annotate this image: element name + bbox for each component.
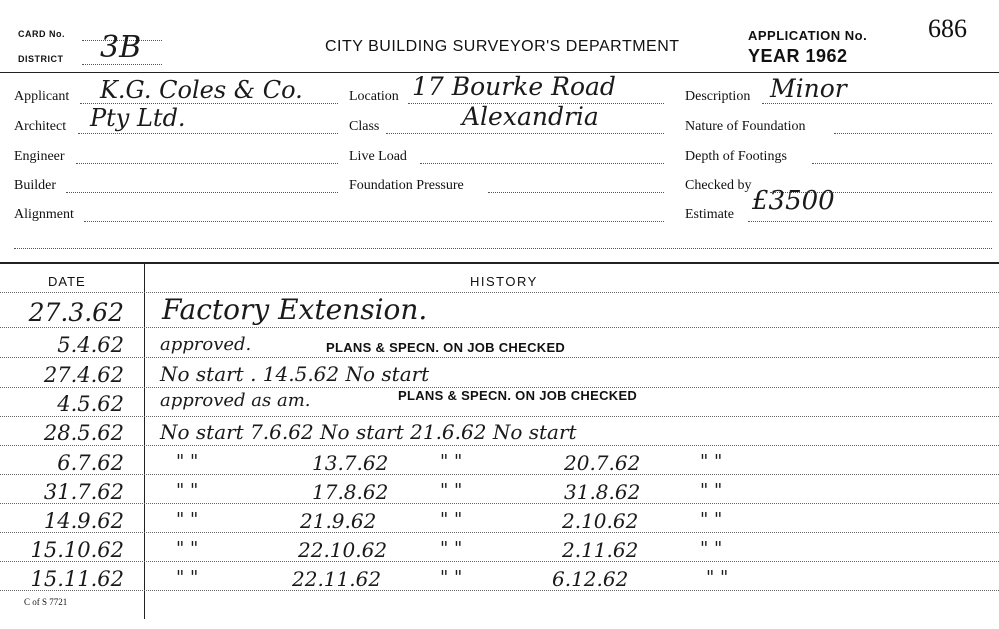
live-load-line (420, 163, 664, 164)
class-label: Class (349, 119, 380, 134)
history-date-3: 20.7.62 (564, 451, 641, 475)
header-row-line (0, 292, 999, 293)
department-title: CITY BUILDING SURVEYOR'S DEPARTMENT (325, 38, 680, 55)
history-entry: No start . 14.5.62 No start (160, 362, 430, 386)
row-line (0, 590, 999, 591)
plans-checked-stamp: PLANS & SPECN. ON JOB CHECKED (398, 388, 638, 403)
ditto-mark: " " (706, 567, 729, 588)
history-date-2: 17.8.62 (312, 480, 389, 504)
builder-label: Builder (14, 178, 56, 193)
history-date-3: 6.12.62 (552, 567, 629, 591)
history-date-3: 31.8.62 (564, 480, 641, 504)
history-entry: Factory Extension. (162, 293, 428, 326)
nature-of-foundation-label: Nature of Foundation (685, 119, 806, 134)
foundation-pressure-line (488, 192, 664, 193)
ditto-mark: " " (176, 509, 199, 530)
history-entry: approved as am. (160, 390, 311, 411)
history-date: 6.7.62 (57, 451, 124, 475)
history-date: 5.4.62 (57, 333, 124, 357)
year-label: YEAR 1962 (748, 46, 848, 66)
applicant-value: K.G. Coles & Co. (100, 76, 303, 104)
description-label: Description (685, 89, 751, 104)
foundation-pressure-label: Foundation Pressure (349, 178, 464, 193)
alignment-line (84, 221, 664, 222)
plans-checked-stamp: PLANS & SPECN. ON JOB CHECKED (326, 340, 566, 355)
engineer-line (76, 163, 338, 164)
history-date: 15.11.62 (30, 567, 124, 591)
ditto-mark: " " (176, 480, 199, 501)
form-code: C of S 7721 (24, 597, 68, 607)
history-date: 15.10.62 (30, 538, 124, 562)
ditto-mark: " " (700, 480, 723, 501)
class-line (386, 133, 664, 134)
ditto-mark: " " (176, 451, 199, 472)
row-line (0, 357, 999, 358)
estimate-line (748, 221, 992, 222)
architect-label: Architect (14, 119, 67, 134)
alignment-label: Alignment (14, 207, 74, 222)
row-line (0, 561, 999, 562)
checked-by-label: Checked by (685, 178, 752, 193)
applicant-label: Applicant (14, 89, 70, 104)
details-bottom-line (14, 248, 992, 249)
estimate-value: £3500 (752, 186, 835, 216)
ditto-mark: " " (440, 509, 463, 530)
depth-of-footings-label: Depth of Footings (685, 149, 787, 164)
row-line (0, 474, 999, 475)
history-date: 4.5.62 (57, 392, 124, 416)
location-label: Location (349, 89, 399, 104)
ditto-mark: " " (440, 567, 463, 588)
history-top-divider (0, 262, 999, 264)
history-date: 14.9.62 (43, 509, 124, 533)
district-value: 3B (100, 30, 142, 65)
ditto-mark: " " (176, 567, 199, 588)
ditto-mark: " " (700, 451, 723, 472)
history-date: 31.7.62 (43, 480, 124, 504)
history-entry: approved. (160, 334, 252, 355)
card-no-label: CARD No. (18, 29, 65, 39)
application-number: 686 (928, 14, 967, 43)
builder-line (66, 192, 338, 193)
architect-line (78, 133, 338, 134)
ditto-mark: " " (700, 509, 723, 530)
history-date-2: 22.11.62 (292, 567, 382, 591)
nature-line (834, 133, 992, 134)
date-column-divider (144, 264, 145, 619)
application-label: APPLICATION No. (748, 28, 868, 43)
date-header: DATE (48, 274, 86, 289)
history-date: 27.3.62 (28, 298, 124, 327)
depth-line (812, 163, 992, 164)
description-line (762, 103, 992, 104)
history-date: 27.4.62 (43, 363, 124, 387)
history-date-2: 22.10.62 (298, 538, 388, 562)
history-entry: No start 7.6.62 No start 21.6.62 No start (160, 420, 577, 444)
district-label: DISTRICT (18, 54, 64, 64)
ditto-mark: " " (440, 451, 463, 472)
engineer-label: Engineer (14, 149, 65, 164)
class-value: Alexandria (462, 102, 599, 131)
description-value: Minor (770, 74, 847, 103)
row-line (0, 416, 999, 417)
ditto-mark: " " (176, 538, 199, 559)
ditto-mark: " " (440, 480, 463, 501)
row-line (0, 445, 999, 446)
estimate-label: Estimate (685, 207, 734, 222)
history-header: HISTORY (470, 274, 538, 289)
history-date-3: 2.10.62 (562, 509, 639, 533)
row-line (0, 327, 999, 328)
live-load-label: Live Load (349, 149, 407, 164)
history-date-2: 21.9.62 (300, 509, 377, 533)
history-date-2: 13.7.62 (312, 451, 389, 475)
ditto-mark: " " (700, 538, 723, 559)
row-line (0, 503, 999, 504)
architect-value: Pty Ltd. (90, 104, 186, 132)
history-date-3: 2.11.62 (562, 538, 639, 562)
ditto-mark: " " (440, 538, 463, 559)
row-line (0, 532, 999, 533)
history-date: 28.5.62 (43, 421, 124, 445)
location-value: 17 Bourke Road (412, 72, 616, 101)
